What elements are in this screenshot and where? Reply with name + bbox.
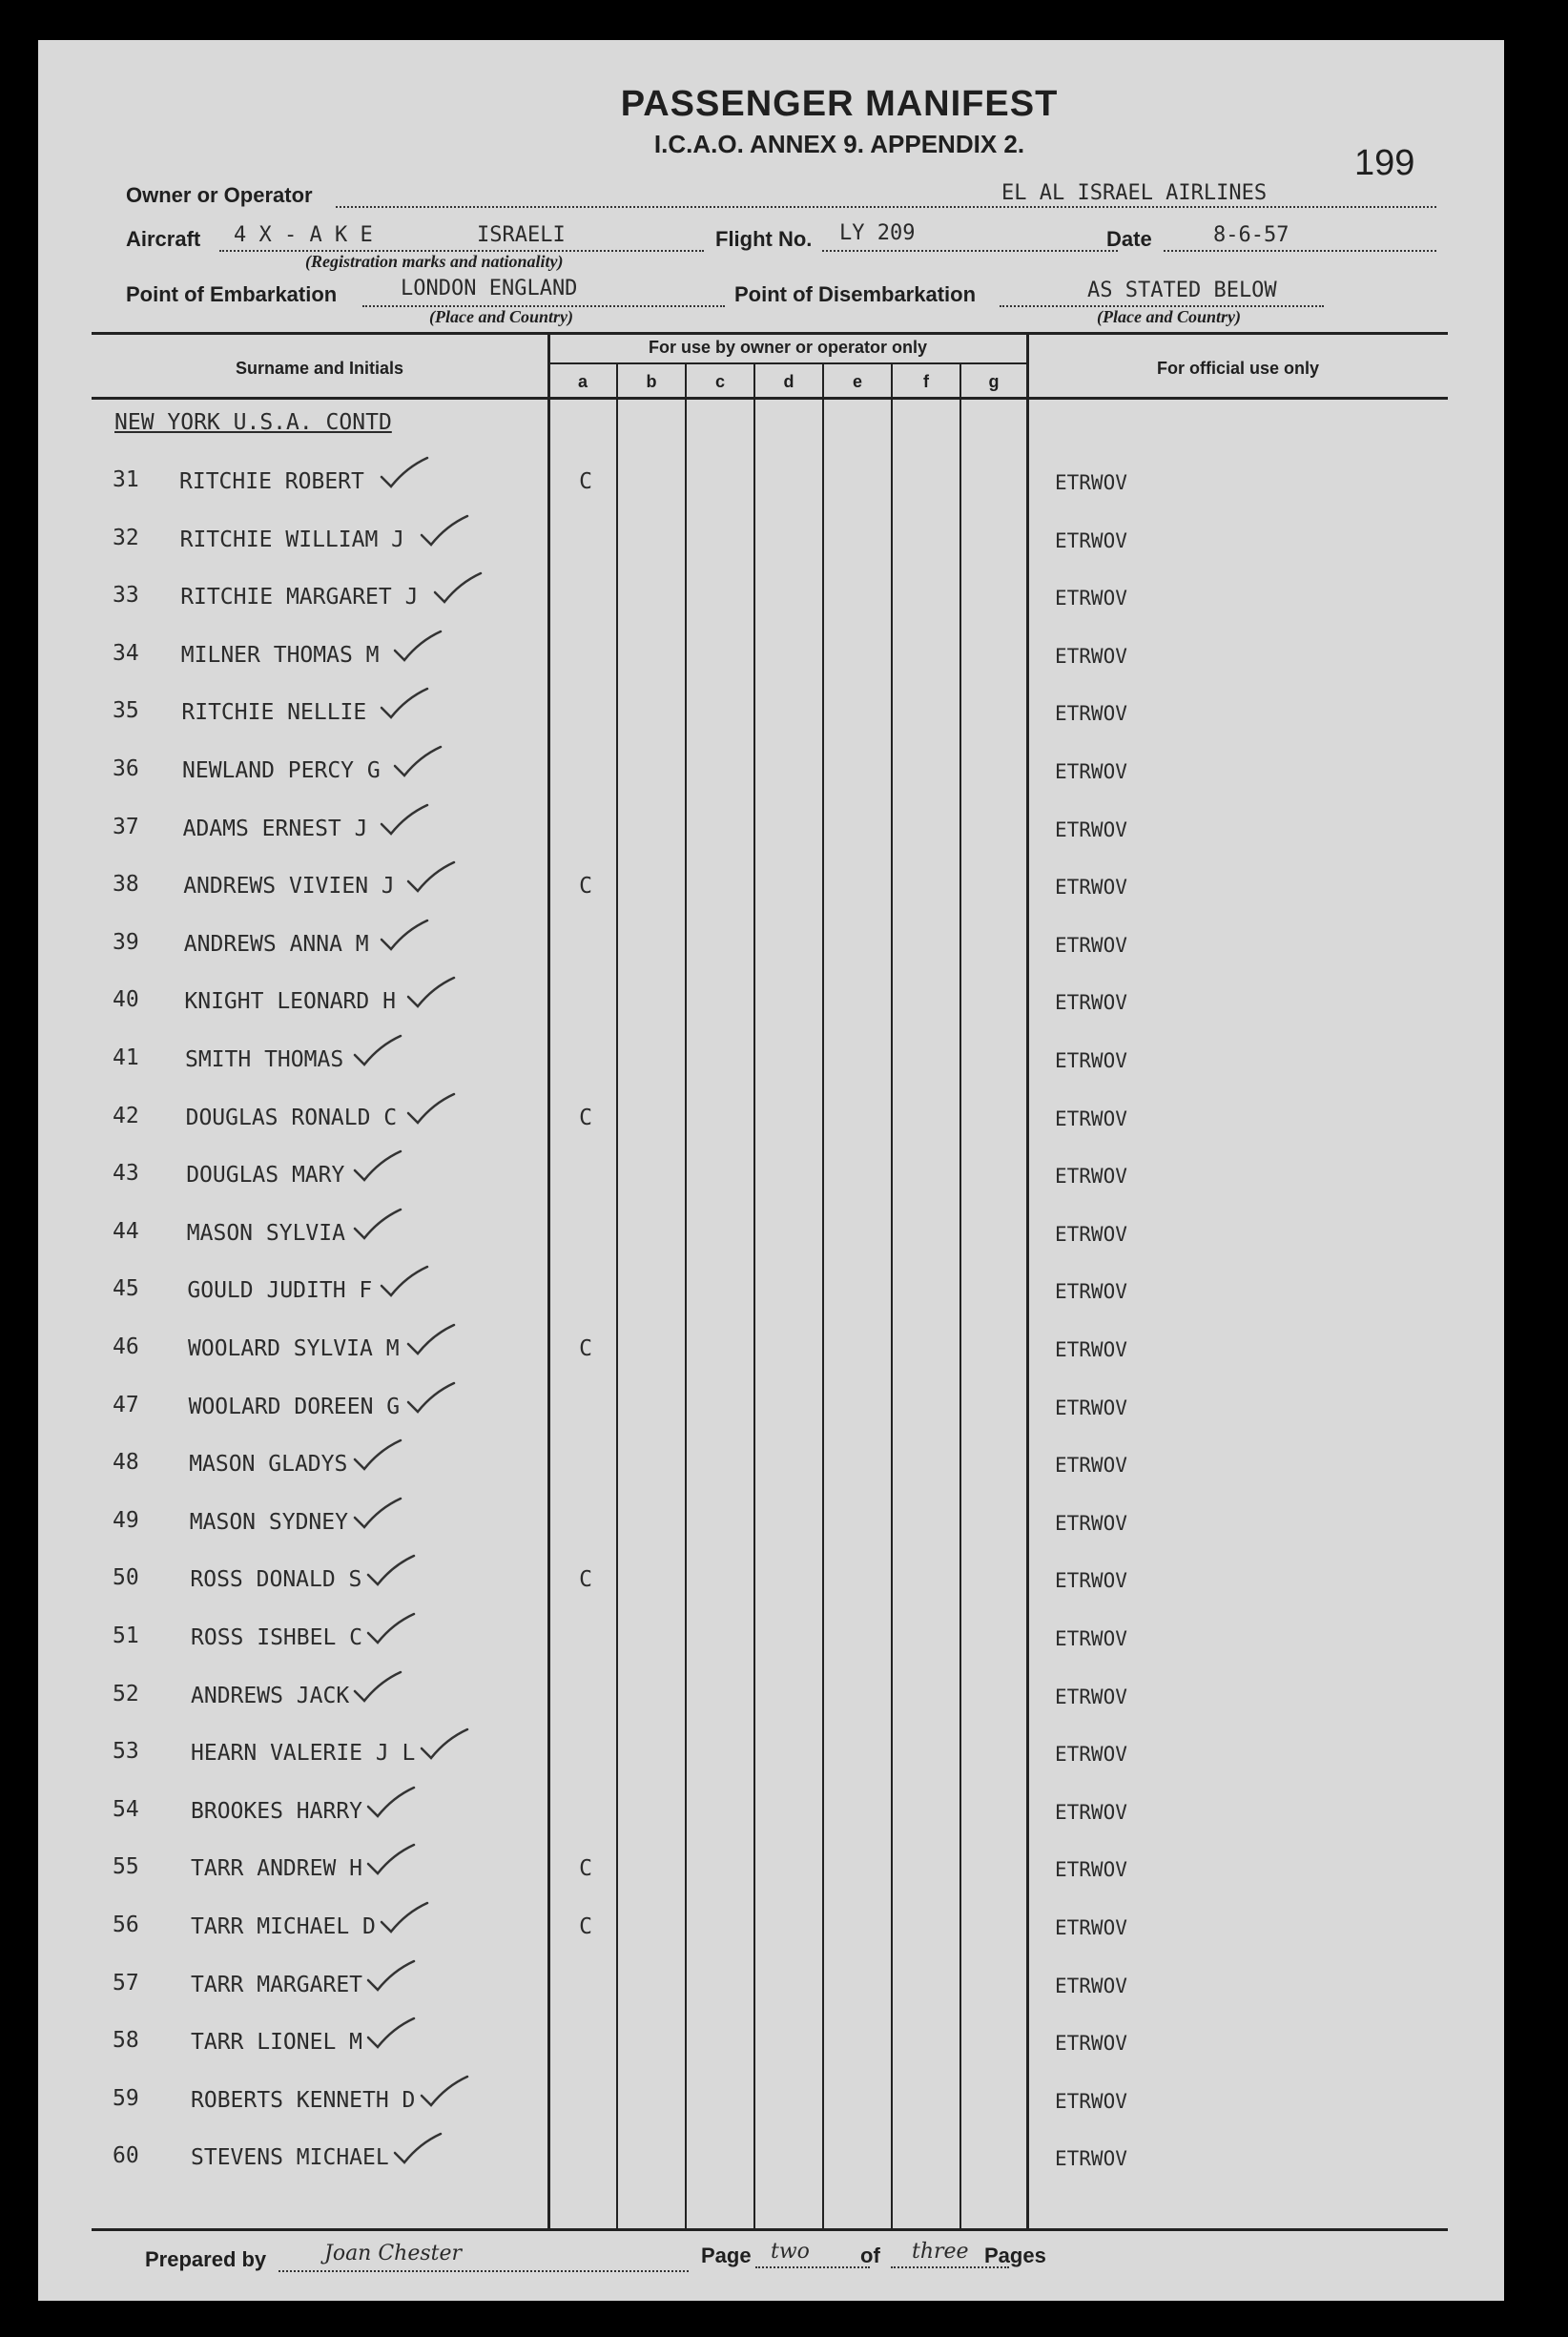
passenger-name: BROOKES HARRY bbox=[191, 1799, 363, 1824]
row-number: 40 bbox=[113, 987, 139, 1012]
check-mark-icon bbox=[378, 1263, 431, 1301]
passenger-name: TARR MARGARET bbox=[191, 1973, 363, 1997]
check-mark-icon bbox=[351, 1495, 404, 1533]
row-number: 60 bbox=[113, 2143, 139, 2168]
official-code: ETRWOV bbox=[1055, 1280, 1127, 1303]
column-a-value: C bbox=[579, 469, 592, 494]
passenger-name: ANDREWS VIVIEN J bbox=[183, 874, 395, 899]
passenger-name: GOULD JUDITH F bbox=[187, 1278, 373, 1303]
page-subtitle: I.C.A.O. ANNEX 9. APPENDIX 2. bbox=[653, 130, 1025, 158]
check-mark-icon bbox=[364, 1552, 418, 1590]
passenger-name: ROBERTS KENNETH D bbox=[191, 2088, 416, 2113]
passenger-name: KNIGHT LEONARD H bbox=[184, 989, 396, 1014]
row-number: 49 bbox=[113, 1508, 139, 1533]
check-mark-icon bbox=[418, 2073, 471, 2111]
row-number: 50 bbox=[113, 1565, 139, 1590]
row-number: 35 bbox=[113, 698, 139, 723]
column-a-value: C bbox=[579, 1914, 592, 1939]
official-use-header: For official use only bbox=[1156, 359, 1320, 378]
column-a-value: C bbox=[579, 1336, 592, 1361]
owner-use-rule bbox=[549, 362, 1026, 364]
row-number: 47 bbox=[113, 1393, 139, 1417]
row-number: 32 bbox=[113, 526, 139, 550]
row-number: 34 bbox=[113, 641, 139, 666]
pages-label: Pages bbox=[984, 2244, 1046, 2267]
official-code: ETRWOV bbox=[1055, 1627, 1127, 1650]
owner-use-header: For use by owner or operator only bbox=[648, 338, 928, 357]
column-a-value: C bbox=[579, 1856, 592, 1881]
passenger-name: TARR ANDREW H bbox=[191, 1856, 363, 1881]
check-mark-icon bbox=[364, 2015, 418, 2053]
passenger-name: MASON GLADYS bbox=[189, 1452, 348, 1477]
column-divider bbox=[822, 364, 824, 2230]
owner-value: EL AL ISRAEL AIRLINES bbox=[1001, 181, 1268, 205]
embarkation-value: LONDON ENGLAND bbox=[401, 277, 578, 300]
row-number: 31 bbox=[113, 467, 139, 492]
row-number: 38 bbox=[113, 872, 139, 897]
row-number: 53 bbox=[113, 1739, 139, 1764]
official-code: ETRWOV bbox=[1055, 1569, 1127, 1592]
disembarkation-label: Point of Disembarkation bbox=[734, 282, 977, 306]
passenger-name: NEWLAND PERCY G bbox=[182, 758, 381, 783]
passenger-name: MASON SYDNEY bbox=[189, 1510, 348, 1535]
official-code: ETRWOV bbox=[1055, 587, 1127, 610]
check-mark-icon bbox=[404, 974, 458, 1012]
page-label: Page bbox=[701, 2244, 752, 2267]
table-bottom-rule bbox=[92, 2228, 1448, 2231]
check-mark-icon bbox=[351, 1437, 404, 1475]
official-code: ETRWOV bbox=[1055, 1049, 1127, 1072]
column-c-header: c bbox=[714, 372, 725, 391]
column-f-header: f bbox=[923, 372, 929, 391]
check-mark-icon bbox=[378, 1899, 431, 1937]
official-code: ETRWOV bbox=[1055, 1975, 1127, 1997]
row-number: 44 bbox=[113, 1219, 139, 1244]
check-mark-icon bbox=[418, 512, 471, 550]
official-code: ETRWOV bbox=[1055, 529, 1127, 552]
row-number: 48 bbox=[113, 1450, 139, 1475]
row-number: 55 bbox=[113, 1854, 139, 1879]
column-divider bbox=[959, 364, 961, 2230]
check-mark-icon bbox=[404, 1321, 458, 1359]
table-header-rule bbox=[92, 397, 1448, 400]
passenger-name: RITCHIE WILLIAM J bbox=[179, 527, 404, 552]
aircraft-registration: 4 X - A K E bbox=[234, 223, 373, 247]
row-number: 54 bbox=[113, 1797, 139, 1822]
row-number: 39 bbox=[113, 930, 139, 955]
check-mark-icon bbox=[418, 1726, 471, 1764]
prepared-value: Joan Chester bbox=[324, 2242, 463, 2265]
embarkation-label: Point of Embarkation bbox=[126, 282, 338, 306]
passenger-name: STEVENS MICHAEL bbox=[191, 2145, 389, 2170]
official-code: ETRWOV bbox=[1055, 2090, 1127, 2113]
official-code: ETRWOV bbox=[1055, 1338, 1127, 1361]
manifest-sheet bbox=[38, 40, 1504, 2301]
column-divider bbox=[547, 332, 550, 2230]
column-a-value: C bbox=[579, 874, 592, 899]
column-divider bbox=[616, 364, 618, 2230]
row-number: 42 bbox=[113, 1104, 139, 1128]
check-mark-icon bbox=[364, 1610, 418, 1648]
disembarkation-value: AS STATED BELOW bbox=[1087, 279, 1277, 302]
passenger-name: WOOLARD SYLVIA M bbox=[188, 1336, 400, 1361]
column-divider bbox=[753, 364, 755, 2230]
passenger-name: DOUGLAS RONALD C bbox=[185, 1106, 398, 1130]
check-mark-icon bbox=[391, 628, 444, 666]
passenger-name: WOOLARD DOREEN G bbox=[188, 1395, 401, 1419]
official-code: ETRWOV bbox=[1055, 1801, 1127, 1824]
row-number: 45 bbox=[113, 1276, 139, 1301]
official-code: ETRWOV bbox=[1055, 702, 1127, 725]
check-mark-icon bbox=[404, 1379, 458, 1417]
passenger-name: RITCHIE ROBERT bbox=[179, 469, 364, 494]
check-mark-icon bbox=[391, 743, 444, 781]
official-code: ETRWOV bbox=[1055, 1223, 1127, 1246]
aircraft-nationality: ISRAELI bbox=[477, 223, 566, 247]
official-code: ETRWOV bbox=[1055, 818, 1127, 841]
check-mark-icon bbox=[351, 1668, 404, 1706]
official-code: ETRWOV bbox=[1055, 991, 1127, 1014]
aircraft-label: Aircraft bbox=[126, 227, 201, 251]
flight-label: Flight No. bbox=[715, 227, 813, 251]
official-code: ETRWOV bbox=[1055, 2032, 1127, 2055]
check-mark-icon bbox=[391, 2130, 444, 2168]
official-code: ETRWOV bbox=[1055, 934, 1127, 957]
check-mark-icon bbox=[378, 801, 431, 839]
column-divider bbox=[1026, 332, 1029, 2230]
official-code: ETRWOV bbox=[1055, 471, 1127, 494]
column-b-header: b bbox=[646, 372, 657, 391]
prepared-label: Prepared by bbox=[145, 2247, 267, 2271]
disembarkation-caption: (Place and Country) bbox=[1097, 307, 1241, 326]
check-mark-icon bbox=[431, 569, 485, 608]
row-number: 56 bbox=[113, 1913, 139, 1937]
check-mark-icon bbox=[351, 1032, 404, 1070]
column-g-header: g bbox=[988, 372, 1000, 391]
check-mark-icon bbox=[378, 454, 431, 492]
column-a-value: C bbox=[579, 1106, 592, 1130]
check-mark-icon bbox=[378, 685, 431, 723]
check-mark-icon bbox=[378, 917, 431, 955]
check-mark-icon bbox=[351, 1206, 404, 1244]
date-dotline bbox=[1164, 250, 1436, 252]
row-number: 57 bbox=[113, 1971, 139, 1996]
date-label: Date bbox=[1106, 227, 1152, 251]
official-code: ETRWOV bbox=[1055, 876, 1127, 899]
check-mark-icon bbox=[364, 1841, 418, 1879]
passenger-name: ROSS ISHBEL C bbox=[191, 1625, 363, 1650]
column-d-header: d bbox=[783, 372, 794, 391]
passenger-name: RITCHIE NELLIE bbox=[181, 700, 367, 725]
column-divider bbox=[685, 364, 687, 2230]
of-label: of bbox=[860, 2244, 880, 2267]
section-label: NEW YORK U.S.A. CONTD bbox=[114, 410, 392, 435]
check-mark-icon bbox=[404, 1090, 458, 1128]
check-mark-icon bbox=[364, 1957, 418, 1996]
row-number: 36 bbox=[113, 756, 139, 781]
passenger-name: TARR MICHAEL D bbox=[191, 1914, 376, 1939]
passenger-name: SMITH THOMAS bbox=[185, 1047, 344, 1072]
page-value: two bbox=[771, 2240, 810, 2264]
prepared-dotline bbox=[279, 2270, 689, 2272]
official-code: ETRWOV bbox=[1055, 1512, 1127, 1535]
surname-header: Surname and Initials bbox=[235, 359, 404, 378]
row-number: 51 bbox=[113, 1623, 139, 1648]
column-e-header: e bbox=[852, 372, 862, 391]
column-a-header: a bbox=[577, 372, 588, 391]
official-code: ETRWOV bbox=[1055, 1165, 1127, 1188]
official-code: ETRWOV bbox=[1055, 2147, 1127, 2170]
passenger-name: HEARN VALERIE J L bbox=[191, 1741, 416, 1766]
check-mark-icon bbox=[351, 1148, 404, 1186]
check-mark-icon bbox=[404, 858, 458, 897]
official-code: ETRWOV bbox=[1055, 1743, 1127, 1766]
official-code: ETRWOV bbox=[1055, 1454, 1127, 1477]
passenger-name: ANDREWS ANNA M bbox=[183, 932, 369, 957]
row-number: 43 bbox=[113, 1161, 139, 1186]
row-number: 58 bbox=[113, 2028, 139, 2053]
official-code: ETRWOV bbox=[1055, 1916, 1127, 1939]
column-divider bbox=[891, 364, 893, 2230]
owner-label: Owner or Operator bbox=[126, 183, 313, 207]
page-title: PASSENGER MANIFEST bbox=[620, 84, 1059, 124]
official-code: ETRWOV bbox=[1055, 1686, 1127, 1708]
passenger-name: ADAMS ERNEST J bbox=[182, 817, 368, 841]
passenger-name: ANDREWS JACK bbox=[191, 1684, 350, 1708]
flight-value: LY 209 bbox=[839, 221, 916, 245]
row-number: 37 bbox=[113, 815, 139, 839]
check-mark-icon bbox=[364, 1784, 418, 1822]
flight-dotline bbox=[822, 250, 1118, 252]
page-dotline bbox=[755, 2266, 870, 2268]
official-code: ETRWOV bbox=[1055, 760, 1127, 783]
table-top-rule bbox=[92, 332, 1448, 335]
sheet-number: 199 bbox=[1354, 143, 1415, 183]
passenger-name: ROSS DONALD S bbox=[190, 1567, 362, 1592]
official-code: ETRWOV bbox=[1055, 1858, 1127, 1881]
row-number: 41 bbox=[113, 1045, 139, 1070]
passenger-name: TARR LIONEL M bbox=[191, 2030, 363, 2055]
row-number: 59 bbox=[113, 2086, 139, 2111]
passenger-name: MASON SYLVIA bbox=[186, 1221, 345, 1246]
row-number: 33 bbox=[113, 583, 139, 608]
embarkation-caption: (Place and Country) bbox=[429, 307, 573, 326]
row-number: 52 bbox=[113, 1682, 139, 1706]
passenger-name: DOUGLAS MARY bbox=[186, 1163, 345, 1188]
passenger-name: RITCHIE MARGARET J bbox=[180, 585, 419, 610]
owner-dotline bbox=[336, 206, 1436, 208]
aircraft-caption: (Registration marks and nationality) bbox=[305, 252, 564, 271]
official-code: ETRWOV bbox=[1055, 1396, 1127, 1419]
passenger-name: MILNER THOMAS M bbox=[180, 643, 380, 668]
official-code: ETRWOV bbox=[1055, 645, 1127, 668]
column-a-value: C bbox=[579, 1567, 592, 1592]
date-value: 8-6-57 bbox=[1213, 223, 1289, 247]
row-number: 46 bbox=[113, 1334, 139, 1359]
of-value: three bbox=[912, 2240, 969, 2264]
official-code: ETRWOV bbox=[1055, 1107, 1127, 1130]
